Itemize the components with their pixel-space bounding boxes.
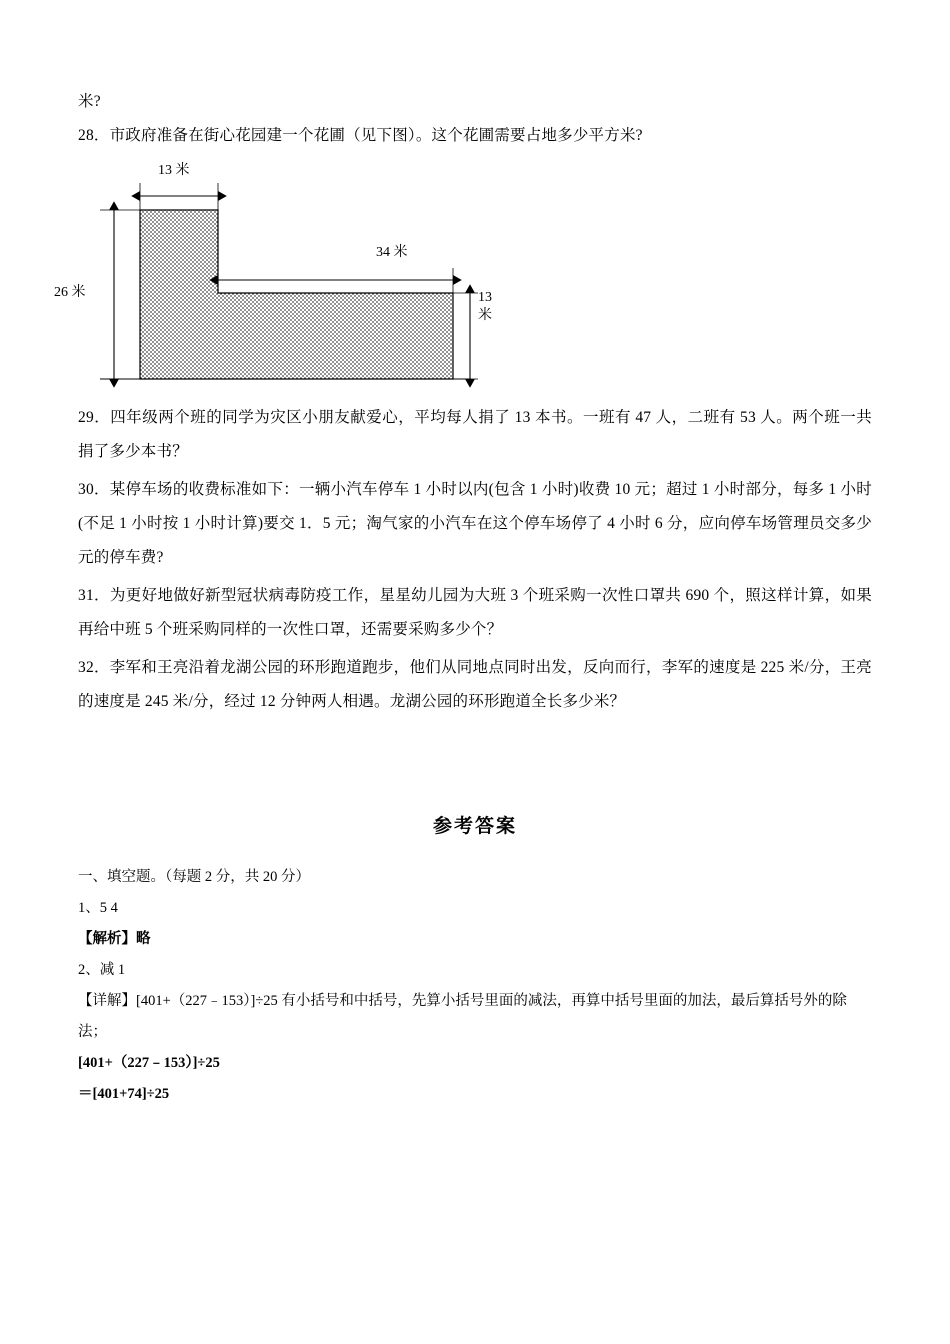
figure-label-right-height: 13 米 [478,290,492,323]
figure-label-top-width: 13 米 [158,163,190,178]
question-28-number: 28． [78,127,110,144]
question-28-text: 市政府准备在街心花园建一个花圃（见下图）。这个花圃需要占地多少平方米? [109,127,643,144]
figure-label-left-height: 26 米 [54,285,86,300]
question-30 [78,473,872,575]
question-32 [78,651,872,719]
question-32-text: 李军和王亮沿着龙湖公园的环形跑道跑步，他们从同地点同时出发，反向而行，李军的速度是 225 米/分，王亮的速度是 245 米/分，经过 12 分钟两人相遇。龙湖公园的环形跑道全长多少米？ [78,659,872,710]
answer-line-1: 一、填空题。（每题 2 分，共 20 分） [78,869,310,885]
question-29-text: 四年级两个班的同学为灾区小朋友献爱心，平均每人捐了 13 本书。一班有 47 人，二班有 53 人。两个班一共捐了多少本书？ [78,409,872,460]
fragment-text: 米? [78,93,101,110]
answer-line-2: 1、5 4 [78,900,118,916]
answer-line-4: 2、减 1 [78,962,126,978]
flowerbed-shape [140,210,453,379]
question-29-number: 29． [78,409,111,426]
question-29 [78,401,872,469]
answer-line-3: 【解析】略 [78,931,151,947]
question-31-text: 为更好地做好新型冠状病毒防疫工作，星星幼儿园为大班 3 个班采购一次性口罩共 690 个，照这样计算，如果再给中班 5 个班采购同样的一次性口罩，还需要采购多少个？ [78,587,872,638]
question-31-number: 31． [78,587,110,604]
figure-container [54,163,872,393]
answer-section-body [78,862,872,1110]
answer-line-7: ＝[401+74]÷25 [78,1086,170,1102]
answer-line-5: 【详解】[401+（227﹣153）]÷25 有小括号和中括号，先算小括号里面的减法，再算中括号里面的加法，最后算括号外的除法； [78,993,847,1040]
question-30-text: 某停车场的收费标准如下：一辆小汽车停车 1 小时以内(包含 1 小时)收费 10 元；超过 1 小时部分，每多 1 小时(不足 1 小时按 1 小时计算)要交 1．5 元；淘气家的小汽车在这个停车场停了 4 小时 6 分，应向停车场管理员交多少元的停车费? [78,481,873,566]
answer-section-title: 参考答案 [432,816,517,837]
question-30-number: 30． [78,481,110,498]
answer-line-6: [401+（227﹣153）]÷25 [78,1055,220,1071]
figure-label-middle-width: 34 米 [376,245,408,260]
top-text-fragment [78,0,872,119]
question-31 [78,579,872,647]
l-shaped-flowerbed-diagram [78,163,598,391]
question-32-number: 32． [78,659,110,676]
question-28 [78,119,872,153]
